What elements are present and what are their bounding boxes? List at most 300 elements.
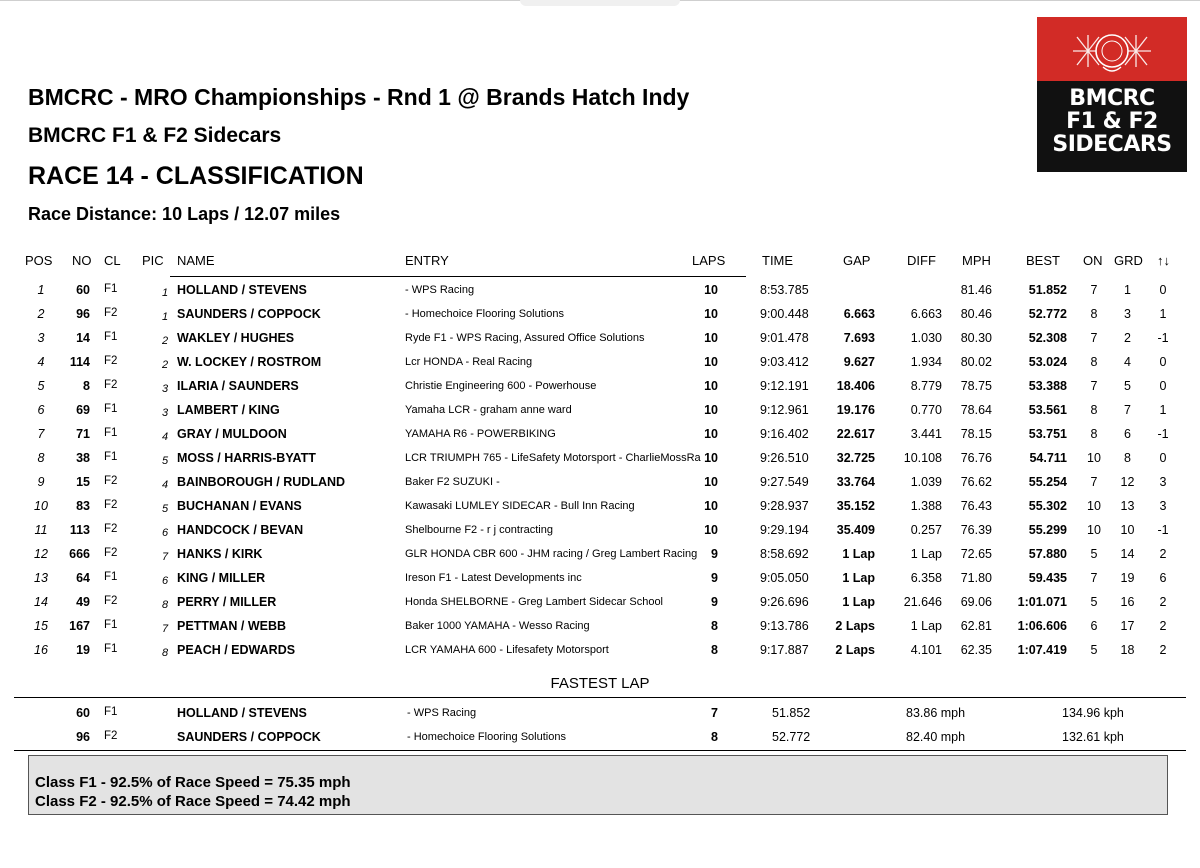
cell-entry: - Homechoice Flooring Solutions	[405, 308, 564, 320]
cell-laps: 10	[704, 523, 718, 537]
cell-grd: 10	[1120, 523, 1135, 537]
cell-on: 5	[1090, 547, 1098, 561]
cell-entry: LCR TRIUMPH 765 - LifeSafety Motorsport - CharlieMossRa	[405, 452, 701, 464]
cell-diff: 4.101	[910, 643, 942, 657]
cell-entry: YAMAHA R6 - POWERBIKING	[405, 428, 556, 440]
cell-grd: 18	[1120, 643, 1135, 657]
cell-on: 10	[1087, 523, 1101, 537]
cell-on: 5	[1090, 595, 1098, 609]
cell-time: 8:58.692	[760, 547, 809, 561]
event-title: BMCRC - MRO Championships - Rnd 1 @ Brands Hatch Indy	[28, 84, 690, 110]
cell-name: WAKLEY / HUGHES	[177, 331, 295, 345]
cell-no: 96	[76, 307, 90, 321]
cell-pos: 15	[34, 619, 48, 633]
cell-cl: F1	[104, 451, 118, 463]
cell-cl: F1	[104, 427, 118, 439]
cell-name: HOLLAND / STEVENS	[177, 283, 307, 297]
table-row	[0, 619, 1200, 643]
cell-pos: 11	[34, 523, 48, 537]
cell-cl: F1	[104, 571, 118, 583]
cell-on: 8	[1090, 355, 1098, 369]
cell-best: 52.772	[1028, 307, 1067, 321]
cell-entry: Kawasaki LUMLEY SIDECAR - Bull Inn Racing	[405, 500, 635, 512]
cell-grd: 16	[1120, 595, 1135, 609]
cell-no: 14	[76, 331, 90, 345]
cell-grd: 2	[1124, 331, 1131, 345]
cell-name: HANDCOCK / BEVAN	[177, 523, 304, 537]
cell-laps: 8	[711, 619, 718, 633]
col-mph: MPH	[962, 253, 991, 268]
cell-gap: 1 Lap	[842, 547, 875, 561]
table-row	[0, 571, 1200, 595]
cell-name: LAMBERT / KING	[177, 403, 280, 417]
cell-best: 55.254	[1028, 475, 1067, 489]
fastest-cell-kph: 134.96 kph	[1062, 706, 1124, 720]
cell-best: 53.388	[1028, 379, 1067, 393]
cell-gap: 35.152	[836, 499, 875, 513]
cell-entry: Lcr HONDA - Real Racing	[405, 356, 533, 368]
cell-time: 9:17.887	[760, 643, 809, 657]
cell-chg: -1	[1157, 331, 1169, 345]
cell-time: 9:13.786	[760, 619, 809, 633]
cell-pic: 8	[161, 599, 169, 611]
cell-cl: F1	[104, 619, 118, 631]
cell-pic: 1	[161, 311, 169, 323]
cell-pos: 2	[37, 307, 45, 321]
table-row	[0, 475, 1200, 499]
cell-mph: 78.75	[960, 379, 992, 393]
cell-grd: 12	[1120, 475, 1135, 489]
cell-laps: 10	[704, 451, 718, 465]
cell-chg: 0	[1159, 283, 1167, 297]
cell-cl: F2	[104, 547, 118, 559]
table-row	[0, 427, 1200, 451]
cell-chg: -1	[1157, 523, 1169, 537]
cell-cl: F2	[104, 307, 118, 319]
cell-time: 9:16.402	[760, 427, 809, 441]
cell-laps: 10	[704, 379, 718, 393]
cell-entry: - WPS Racing	[405, 284, 475, 296]
col-no: NO	[72, 253, 92, 268]
cell-name: PETTMAN / WEBB	[177, 619, 287, 633]
cell-pic: 7	[161, 551, 169, 563]
fastest-lap-title: FASTEST LAP	[550, 675, 650, 692]
cell-chg: 3	[1159, 499, 1167, 513]
cell-grd: 6	[1124, 427, 1131, 441]
col-entry: ENTRY	[405, 253, 449, 268]
cell-grd: 4	[1124, 355, 1131, 369]
cell-pic: 3	[161, 383, 169, 395]
col-on: ON	[1083, 253, 1103, 268]
bmcrc-logo	[1037, 17, 1187, 172]
col-name: NAME	[177, 253, 215, 268]
cell-pic: 5	[161, 455, 169, 467]
cell-name: PEACH / EDWARDS	[177, 643, 296, 657]
cell-cl: F1	[104, 643, 118, 655]
cell-best: 51.852	[1028, 283, 1067, 297]
cell-laps: 8	[711, 643, 718, 657]
cell-grd: 8	[1124, 451, 1131, 465]
cell-best: 55.299	[1028, 523, 1067, 537]
cell-mph: 71.80	[960, 571, 992, 585]
cell-entry: Christie Engineering 600 - Powerhouse	[405, 380, 597, 392]
cell-mph: 62.35	[960, 643, 992, 657]
cell-best: 55.302	[1028, 499, 1067, 513]
cell-on: 8	[1090, 427, 1098, 441]
cell-no: 49	[76, 595, 90, 609]
col-best: BEST	[1026, 253, 1060, 268]
cell-diff: 3.441	[910, 427, 942, 441]
cell-entry: Honda SHELBORNE - Greg Lambert Sidecar School	[405, 596, 664, 608]
race-speed-f2: Class F2 - 92.5% of Race Speed = 74.42 mph	[35, 793, 351, 810]
cell-cl: F2	[104, 523, 118, 535]
cell-time: 9:12.191	[760, 379, 809, 393]
cell-chg: 0	[1159, 355, 1167, 369]
cell-on: 7	[1090, 283, 1098, 297]
cell-no: 19	[76, 643, 90, 657]
cell-chg: 1	[1159, 307, 1167, 321]
cell-on: 5	[1090, 643, 1098, 657]
cell-pos: 9	[37, 475, 45, 489]
col-time: TIME	[762, 253, 794, 268]
logo-line-1: BMCRC	[1069, 86, 1155, 111]
cell-chg: -1	[1157, 427, 1169, 441]
fastest-cell-cl: F1	[104, 706, 118, 718]
cell-mph: 62.81	[960, 619, 992, 633]
cell-laps: 10	[704, 355, 718, 369]
cell-entry: GLR HONDA CBR 600 - JHM racing / Greg Lambert Racing	[405, 548, 698, 560]
table-row	[0, 355, 1200, 379]
col-gap: GAP	[843, 253, 871, 268]
cell-chg: 0	[1159, 451, 1167, 465]
cell-chg: 1	[1159, 403, 1167, 417]
cell-no: 8	[83, 379, 90, 393]
cell-on: 7	[1090, 379, 1098, 393]
fastest-cell-lap: 7	[711, 706, 718, 720]
cell-best: 1:07.419	[1017, 643, 1067, 657]
fastest-cell-name: SAUNDERS / COPPOCK	[177, 730, 321, 744]
cell-diff: 6.663	[910, 307, 942, 321]
cell-diff: 21.646	[903, 595, 942, 609]
cell-laps: 10	[704, 283, 718, 297]
cell-chg: 0	[1159, 379, 1167, 393]
table-row	[0, 523, 1200, 547]
cell-on: 8	[1090, 307, 1098, 321]
fastest-cell-entry: - Homechoice Flooring Solutions	[407, 731, 566, 743]
cell-best: 59.435	[1028, 571, 1067, 585]
cell-name: BAINBOROUGH / RUDLAND	[177, 475, 346, 489]
cell-grd: 14	[1120, 547, 1135, 561]
cell-mph: 80.46	[960, 307, 992, 321]
cell-entry: Baker F2 SUZUKI -	[405, 476, 500, 488]
cell-diff: 1 Lap	[910, 547, 942, 561]
cell-best: 53.024	[1028, 355, 1067, 369]
cell-entry: Ireson F1 - Latest Developments inc	[405, 572, 582, 584]
cell-best: 52.308	[1028, 331, 1067, 345]
cell-chg: 2	[1159, 619, 1167, 633]
cell-chg: 2	[1159, 643, 1167, 657]
cell-mph: 80.30	[960, 331, 992, 345]
fastest-cell-no: 60	[76, 706, 90, 720]
cell-no: 113	[69, 523, 90, 537]
cell-name: BUCHANAN / EVANS	[177, 499, 302, 513]
cell-pos: 12	[34, 547, 48, 561]
cell-mph: 76.62	[960, 475, 992, 489]
cell-time: 9:03.412	[760, 355, 809, 369]
class-title: BMCRC F1 & F2 Sidecars	[28, 124, 282, 147]
cell-gap: 6.663	[843, 307, 875, 321]
cell-pos: 7	[37, 427, 45, 441]
table-row	[0, 283, 1200, 307]
cell-cl: F2	[104, 355, 118, 367]
cell-mph: 72.65	[960, 547, 992, 561]
cell-laps: 10	[704, 403, 718, 417]
cell-pos: 8	[37, 451, 45, 465]
cell-time: 9:27.549	[760, 475, 809, 489]
cell-mph: 76.76	[960, 451, 992, 465]
cell-diff: 10.108	[903, 451, 942, 465]
cell-time: 9:26.510	[760, 451, 809, 465]
cell-time: 9:28.937	[760, 499, 809, 513]
cell-no: 15	[76, 475, 90, 489]
cell-name: GRAY / MULDOON	[177, 427, 287, 441]
cell-on: 7	[1090, 475, 1098, 489]
cell-cl: F2	[104, 499, 118, 511]
cell-laps: 9	[711, 595, 718, 609]
cell-entry: LCR YAMAHA 600 - Lifesafety Motorsport	[405, 644, 609, 656]
cell-time: 9:29.194	[760, 523, 809, 537]
cell-mph: 81.46	[960, 283, 992, 297]
cell-no: 38	[76, 451, 90, 465]
cell-no: 60	[76, 283, 90, 297]
race-speed-f1: Class F1 - 92.5% of Race Speed = 75.35 mph	[35, 774, 351, 791]
cell-pic: 6	[161, 527, 169, 539]
cell-no: 114	[69, 355, 90, 369]
cell-mph: 76.39	[960, 523, 992, 537]
cell-pic: 4	[161, 479, 169, 491]
col-cl: CL	[104, 253, 121, 268]
cell-pos: 13	[34, 571, 48, 585]
cell-name: SAUNDERS / COPPOCK	[177, 307, 321, 321]
fastest-lap-row	[0, 730, 1200, 752]
cell-grd: 13	[1120, 499, 1135, 513]
cell-cl: F1	[104, 403, 118, 415]
table-row	[0, 451, 1200, 475]
table-row	[0, 547, 1200, 571]
cell-pic: 4	[161, 431, 169, 443]
fastest-cell-no: 96	[76, 730, 90, 744]
cell-best: 54.711	[1029, 451, 1067, 465]
cell-pic: 3	[161, 407, 169, 419]
cell-on: 10	[1087, 499, 1101, 513]
cell-gap: 9.627	[843, 355, 875, 369]
cell-name: MOSS / HARRIS-BYATT	[177, 451, 316, 465]
cell-gap: 7.693	[843, 331, 875, 345]
cell-on: 7	[1090, 331, 1098, 345]
cell-grd: 5	[1124, 379, 1131, 393]
cell-pic: 1	[161, 287, 169, 299]
fastest-cell-name: HOLLAND / STEVENS	[177, 706, 307, 720]
col-pic: PIC	[142, 253, 164, 268]
cell-grd: 7	[1124, 403, 1131, 417]
fastest-cell-time: 52.772	[772, 730, 811, 744]
cell-diff: 1.388	[910, 499, 942, 513]
cell-no: 83	[76, 499, 90, 513]
table-row	[0, 307, 1200, 331]
fastest-cell-kph: 132.61 kph	[1062, 730, 1124, 744]
logo-emblem-area	[1037, 17, 1187, 81]
cell-mph: 76.43	[960, 499, 992, 513]
cell-gap: 32.725	[836, 451, 875, 465]
cell-mph: 69.06	[960, 595, 992, 609]
cell-gap: 1 Lap	[842, 595, 875, 609]
cell-pos: 14	[34, 595, 48, 609]
cell-on: 6	[1090, 619, 1098, 633]
cell-gap: 22.617	[836, 427, 875, 441]
cell-cl: F2	[104, 475, 118, 487]
race-title: RACE 14 - CLASSIFICATION	[28, 162, 364, 190]
cell-laps: 9	[711, 571, 718, 585]
cell-laps: 10	[704, 331, 718, 345]
cell-cl: F2	[104, 379, 118, 391]
cell-cl: F1	[104, 283, 118, 295]
cell-no: 666	[69, 547, 90, 561]
fastest-cell-cl: F2	[104, 730, 118, 742]
cell-on: 7	[1090, 571, 1098, 585]
cell-mph: 78.64	[960, 403, 992, 417]
cell-pos: 3	[37, 331, 45, 345]
table-row	[0, 403, 1200, 427]
cell-pic: 2	[161, 359, 169, 371]
race-distance: Race Distance: 10 Laps / 12.07 miles	[28, 204, 341, 224]
union-flag-emblem-icon	[1037, 17, 1187, 81]
col-grd: GRD	[1114, 253, 1143, 268]
fastest-cell-mph: 82.40 mph	[906, 730, 966, 744]
cell-laps: 9	[711, 547, 718, 561]
cell-pos: 5	[37, 379, 45, 393]
table-row	[0, 499, 1200, 523]
cell-on: 8	[1090, 403, 1098, 417]
cell-laps: 10	[704, 499, 718, 513]
cell-best: 1:06.606	[1017, 619, 1067, 633]
cell-grd: 1	[1124, 283, 1131, 297]
cell-chg: 2	[1159, 547, 1167, 561]
cell-pos: 16	[34, 643, 48, 657]
cell-time: 9:05.050	[760, 571, 809, 585]
race-speed-box	[28, 755, 1168, 815]
cell-gap: 2 Laps	[835, 643, 875, 657]
table-row	[0, 379, 1200, 403]
cell-no: 71	[76, 427, 90, 441]
logo-line-3: SIDECARS	[1052, 132, 1172, 157]
cell-pic: 6	[161, 575, 169, 587]
cell-entry: Shelbourne F2 - r j contracting	[405, 524, 553, 536]
cell-diff: 0.770	[910, 403, 942, 417]
cell-chg: 6	[1159, 571, 1167, 585]
col-chg: ↑↓	[1157, 253, 1170, 268]
col-diff: DIFF	[907, 253, 936, 268]
table-row	[0, 595, 1200, 619]
cell-laps: 10	[704, 427, 718, 441]
cell-chg: 2	[1159, 595, 1167, 609]
cell-diff: 8.779	[910, 379, 942, 393]
cell-pos: 6	[37, 403, 45, 417]
cell-no: 69	[76, 403, 90, 417]
table-row	[0, 331, 1200, 355]
cell-name: HANKS / KIRK	[177, 547, 263, 561]
cell-pos: 10	[34, 499, 48, 513]
cell-laps: 10	[704, 475, 718, 489]
cell-pic: 5	[161, 503, 169, 515]
cell-gap: 35.409	[836, 523, 875, 537]
cell-best: 1:01.071	[1017, 595, 1067, 609]
cell-time: 9:26.696	[760, 595, 809, 609]
cell-name: PERRY / MILLER	[177, 595, 277, 609]
cell-name: W. LOCKEY / ROSTROM	[177, 355, 322, 369]
cell-name: KING / MILLER	[177, 571, 266, 585]
cell-gap: 18.406	[836, 379, 875, 393]
cell-mph: 80.02	[960, 355, 992, 369]
cell-diff: 1 Lap	[910, 619, 942, 633]
cell-time: 9:00.448	[760, 307, 809, 321]
top-tab	[520, 0, 680, 6]
fastest-cell-lap: 8	[711, 730, 718, 744]
cell-gap: 1 Lap	[842, 571, 875, 585]
fastest-lap-row	[0, 706, 1200, 728]
cell-grd: 3	[1124, 307, 1131, 321]
cell-gap: 19.176	[836, 403, 875, 417]
col-laps: LAPS	[692, 253, 726, 268]
cell-cl: F2	[104, 595, 118, 607]
cell-name: ILARIA / SAUNDERS	[177, 379, 299, 393]
logo-line-2: F1 & F2	[1066, 109, 1158, 134]
header-rule	[170, 276, 746, 277]
cell-no: 64	[76, 571, 90, 585]
cell-time: 8:53.785	[760, 283, 809, 297]
fastest-cell-entry: - WPS Racing	[407, 707, 477, 719]
fastest-cell-mph: 83.86 mph	[906, 706, 966, 720]
cell-diff: 1.030	[910, 331, 942, 345]
col-pos: POS	[25, 253, 53, 268]
cell-mph: 78.15	[960, 427, 992, 441]
cell-diff: 6.358	[910, 571, 942, 585]
table-row	[0, 643, 1200, 667]
cell-pic: 2	[161, 335, 169, 347]
cell-best: 53.561	[1028, 403, 1067, 417]
cell-pic: 7	[161, 623, 169, 635]
cell-pos: 1	[37, 283, 45, 297]
cell-diff: 0.257	[910, 523, 942, 537]
cell-chg: 3	[1159, 475, 1167, 489]
cell-on: 10	[1087, 451, 1101, 465]
cell-cl: F1	[104, 331, 118, 343]
cell-pic: 8	[161, 647, 169, 659]
cell-gap: 33.764	[836, 475, 875, 489]
cell-grd: 17	[1120, 619, 1135, 633]
cell-best: 57.880	[1028, 547, 1067, 561]
cell-grd: 19	[1120, 571, 1135, 585]
cell-pos: 4	[37, 355, 45, 369]
cell-entry: Yamaha LCR - graham anne ward	[405, 404, 572, 416]
logo-wordmark	[1037, 87, 1187, 156]
cell-entry: Baker 1000 YAMAHA - Wesso Racing	[405, 620, 590, 632]
cell-best: 53.751	[1028, 427, 1067, 441]
fastest-cell-time: 51.852	[772, 706, 811, 720]
cell-time: 9:12.961	[760, 403, 809, 417]
cell-diff: 1.934	[910, 355, 942, 369]
cell-no: 167	[69, 619, 90, 633]
cell-diff: 1.039	[910, 475, 942, 489]
